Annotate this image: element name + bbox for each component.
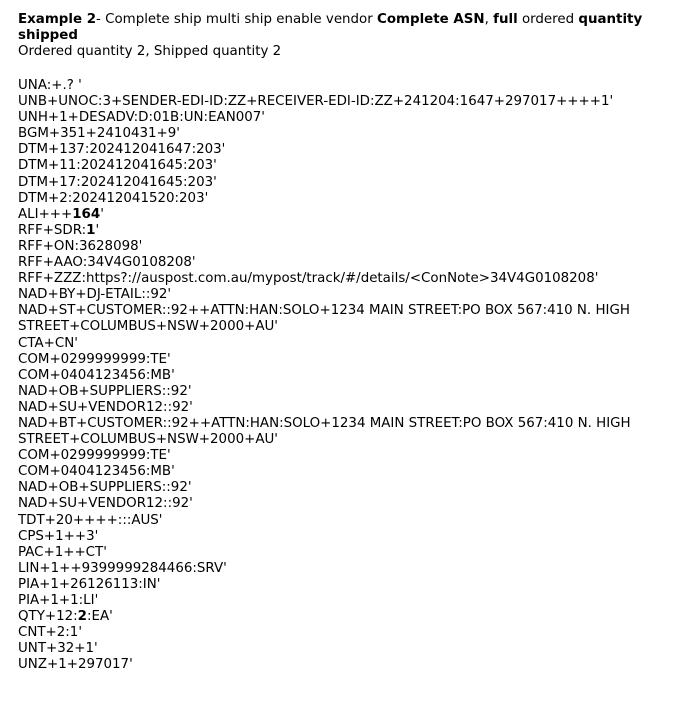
edi-segment-line: DTM+17:202412041645:203' [18, 174, 217, 190]
edi-segment-line: CPS+1++3' [18, 528, 99, 544]
edi-segment-bold-value: 2 [77, 609, 87, 625]
quantity-summary: Ordered quantity 2, Shipped quantity 2 [18, 44, 282, 59]
edi-segment-line: UNT+32+1' [18, 641, 98, 657]
edi-segment-line: PIA+1+1:LI' [18, 593, 99, 608]
edi-segment-line: NAD+SU+VENDOR12::92' [18, 399, 193, 415]
edi-segment-line: UNH+1+DESADV:D:01B:UN:EAN007' [18, 110, 265, 126]
edi-segment-line: DTM+11:202412041645:203' [18, 158, 217, 174]
edi-segment-line: PIA+1+26126113:IN' [18, 576, 161, 592]
edi-segment-line: CNT+2:1' [18, 625, 82, 641]
edi-segment-line: STREET+COLUMBUS+NSW+2000+AU' [18, 319, 278, 335]
edi-segment-line: NAD+ST+CUSTOMER::92++ATTN:HAN:SOLO+1234 MAIN STREET:PO BOX 567:410 N. HIGH [18, 303, 630, 319]
edi-segment-line: NAD+OB+SUPPLIERS::92' [18, 480, 192, 496]
edi-segment-line: UNA:+.? ' [18, 78, 82, 93]
edi-segment-line: NAD+SU+VENDOR12::92' [18, 496, 193, 512]
edi-segment-line: NAD+BT+CUSTOMER::92++ATTN:HAN:SOLO+1234 MAIN STREET:PO BOX 567:410 N. HIGH [18, 415, 631, 431]
edi-segment-part: QTY+12: [18, 609, 78, 625]
edi-segment-line: COM+0299999999:TE' [18, 351, 171, 367]
example-heading [18, 12, 668, 44]
heading-text-1: - Complete ship multi ship enable vendor [96, 12, 378, 27]
edi-segment-line [18, 223, 668, 239]
edi-segment-line: TDT+20++++:::AUS' [18, 512, 163, 528]
edi-segment-line: COM+0299999999:TE' [18, 448, 171, 464]
edi-message-block [18, 78, 668, 673]
edi-segment-part: ' [100, 206, 104, 222]
edi-segment-line: LIN+1++9399999284466:SRV' [18, 560, 227, 576]
edi-segment-part: RFF+SDR: [18, 222, 87, 238]
edi-segment-line: RFF+ZZZ:https?://auspost.com.au/mypost/track/#/details/<ConNote>34V4G0108208' [18, 271, 599, 287]
edi-segment-line: UNB+UNOC:3+SENDER-EDI-ID:ZZ+RECEIVER-EDI-ID:ZZ+241204:1647+297017++++1' [18, 94, 614, 110]
edi-segment-line [18, 207, 668, 223]
document-page [18, 12, 668, 673]
heading-bold-full: full [493, 12, 518, 27]
example-label: Example 2 [18, 12, 97, 27]
heading-text-2: , [484, 12, 494, 27]
edi-segment-line: NAD+BY+DJ-ETAIL::92' [18, 287, 172, 303]
edi-segment-line: COM+0404123456:MB' [18, 367, 175, 383]
edi-segment-line: RFF+ON:3628098' [18, 238, 143, 254]
edi-segment-line: BGM+351+2410431+9' [18, 126, 180, 142]
edi-segment-bold-value: 164 [72, 206, 101, 222]
heading-bold-complete-asn: Complete ASN [377, 12, 485, 27]
edi-segment-line: STREET+COLUMBUS+NSW+2000+AU' [18, 432, 278, 448]
edi-segment-line: NAD+OB+SUPPLIERS::92' [18, 383, 192, 399]
edi-segment-part: ALI+++ [18, 206, 73, 222]
edi-segment-line: DTM+137:202412041647:203' [18, 142, 226, 158]
edi-segment-line: DTM+2:202412041520:203' [18, 190, 209, 206]
edi-segment-line: PAC+1++CT' [18, 544, 107, 560]
edi-segment-part: :EA' [87, 609, 113, 625]
edi-segment-part: ' [95, 222, 100, 238]
edi-segment-line: UNZ+1+297017' [18, 657, 133, 673]
edi-segment-line [18, 609, 668, 625]
edi-segment-bold-value: 1 [86, 222, 96, 238]
heading-bold-quantity-shipped: quantity shipped [18, 12, 643, 43]
heading-text-3: ordered [517, 12, 579, 27]
edi-segment-line: COM+0404123456:MB' [18, 464, 175, 480]
edi-segment-line: CTA+CN' [18, 335, 78, 351]
edi-segment-line: RFF+AAO:34V4G0108208' [18, 255, 196, 271]
